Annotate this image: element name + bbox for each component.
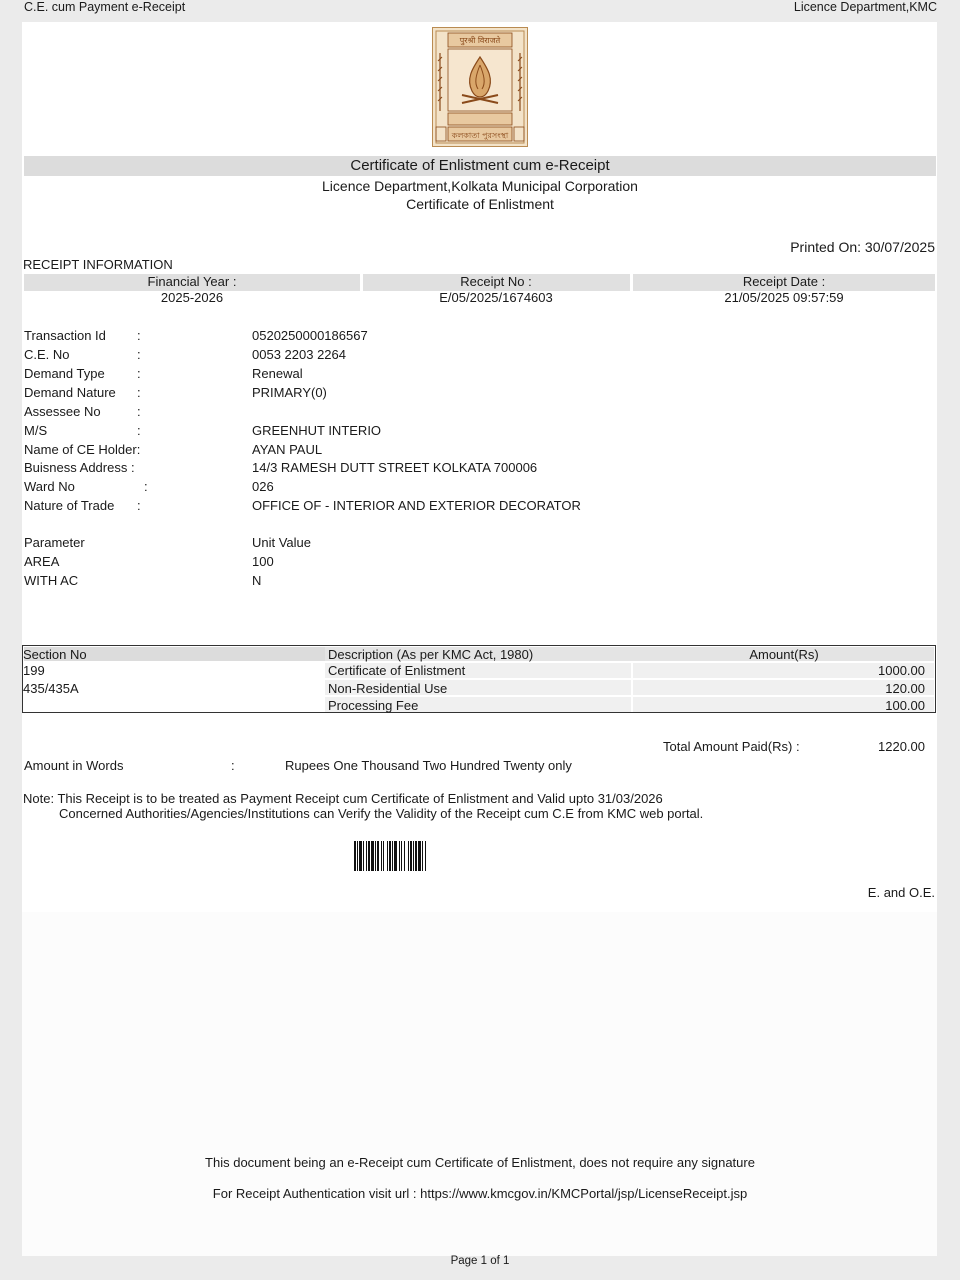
parameter-value: N [252,573,262,588]
receipt-no-value: E/05/2025/1674603 [439,290,553,305]
no-signature-note: This document being an e-Receipt cum Certificate of Enlistment, does not require any signature [205,1155,755,1170]
financial-year-value: 2025-2026 [160,290,224,305]
validity-note: Note: This Receipt is to be treated as Payment Receipt cum Certificate of Enlistment and Valid upto 31/03/2026 [23,791,663,806]
sheet-lower-area [22,912,937,1256]
parameter-header: Parameter [24,535,85,550]
fee-row-amount: 120.00 [885,681,925,696]
detail-value-ward-no: 026 [252,479,274,494]
detail-colon: : [137,366,141,381]
header-right-title: Licence Department,KMC [793,0,937,14]
detail-label: Transaction Id [24,328,106,343]
detail-colon: : [137,347,141,362]
detail-value-demand-type: Renewal [252,366,303,381]
fee-col-section: Section No [23,647,87,662]
verification-note: Concerned Authorities/Agencies/Institutions can Verify the Validity of the Receipt cum C.E from KMC web portal. [59,806,704,821]
fee-row-section: 199 [23,663,45,678]
certificate-subtitle: Certificate of Enlistment [406,196,554,212]
total-amount-value: 1220.00 [878,739,925,754]
fee-row-amount: 100.00 [885,698,925,713]
detail-colon: : [144,479,148,494]
receipt-date-label: Receipt Date : [742,274,826,289]
errors-and-omissions-excepted: E. and O.E. [867,885,935,900]
detail-label: Demand Type [24,366,105,381]
svg-text:पुरश्री विराजते: पुरश्री विराजते [459,36,501,45]
receipt-barcode [354,841,476,871]
detail-label: Assessee No [24,404,101,419]
document-title: Certificate of Enlistment cum e-Receipt [350,157,610,174]
authentication-url: For Receipt Authentication visit url : https://www.kmcgov.in/KMCPortal/jsp/LicenseReceipt.jsp [212,1186,748,1201]
detail-colon: : [137,498,141,513]
receipt-no-label: Receipt No : [460,274,532,289]
detail-colon: : [137,404,141,419]
fee-row-description: Certificate of Enlistment [328,663,466,678]
fee-col-amount: Amount(Rs) [749,647,819,662]
detail-label: M/S [24,423,48,438]
amount-in-words-label: Amount in Words [24,758,124,773]
detail-value-transaction-id: 0520250000186567 [252,328,368,343]
detail-colon: : [137,423,141,438]
fee-col-description: Description (As per KMC Act, 1980) [328,647,534,662]
fee-row-amount: 1000.00 [878,663,925,678]
detail-label: Buisness Address : [24,460,135,475]
parameter-name: WITH AC [24,573,79,588]
amount-in-words-colon: : [231,758,235,773]
svg-text:কলকাতা পুরসংস্থা: কলকাতা পুরসংস্থা [451,131,509,140]
fee-row-description: Non-Residential Use [328,681,448,696]
total-amount-label: Total Amount Paid(Rs) : [663,739,800,754]
detail-colon: : [137,328,141,343]
printed-on-date: Printed On: 30/07/2025 [790,239,935,255]
detail-value-holder-name: AYAN PAUL [252,442,323,457]
header-left-title: C.E. cum Payment e-Receipt [24,0,186,14]
detail-value-ms: GREENHUT INTERIO [252,423,382,438]
fee-row-description: Processing Fee [328,698,419,713]
parameter-value: 100 [252,554,274,569]
detail-label: C.E. No [24,347,70,362]
detail-value-ce-no: 0053 2203 2264 [252,347,346,362]
receipt-date-value: 21/05/2025 09:57:59 [724,290,844,305]
detail-colon: : [137,385,141,400]
detail-label: Nature of Trade [24,498,115,513]
receipt-info-heading: RECEIPT INFORMATION [23,257,173,272]
detail-label: Name of CE Holder: [24,442,141,457]
detail-value-demand-nature: PRIMARY(0) [252,385,327,400]
detail-label: Ward No [24,479,75,494]
detail-label: Demand Nature [24,385,116,400]
financial-year-label: Financial Year : [147,274,237,289]
detail-value-business-address: 14/3 RAMESH DUTT STREET KOLKATA 700006 [252,460,538,475]
amount-in-words-value: Rupees One Thousand Two Hundred Twenty only [285,758,572,773]
parameter-name: AREA [24,554,60,569]
page-number: Page 1 of 1 [450,1255,510,1267]
fee-row-section: 435/435A [23,681,79,696]
detail-value-nature-of-trade: OFFICE OF - INTERIOR AND EXTERIOR DECORATOR [252,498,581,513]
department-name: Licence Department,Kolkata Municipal Corporation [322,178,638,194]
kmc-logo-seal [432,27,528,147]
unit-value-header: Unit Value [252,535,312,550]
